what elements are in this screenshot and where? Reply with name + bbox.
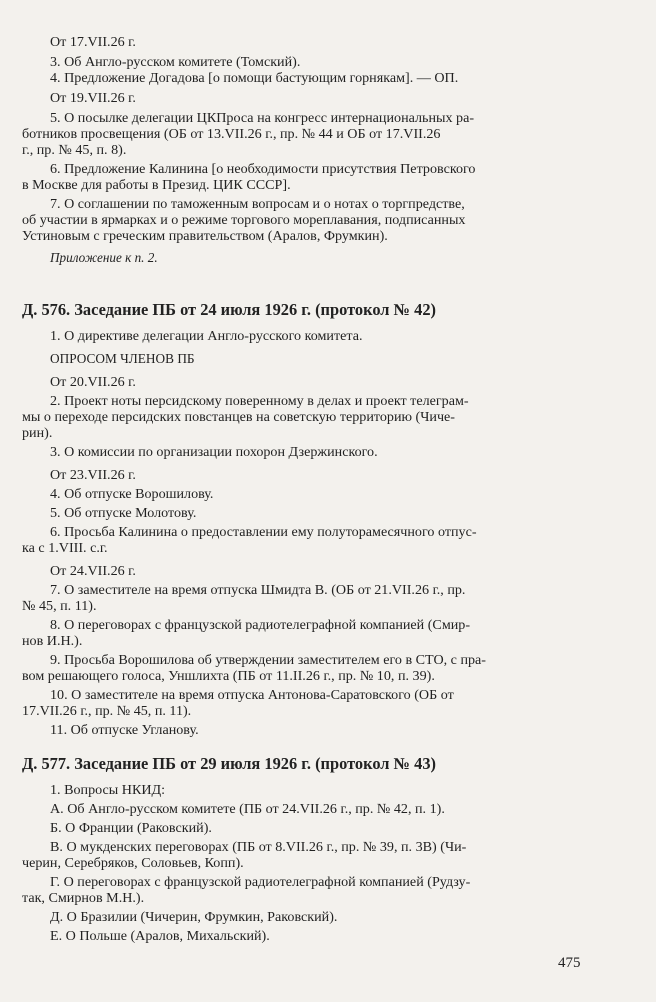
list-item: 5. О посылке делегации ЦКПроса на конгресс интернациональных ра- ботников просвещения (ОБ от 13.VII.26 г., пр. № 44 и ОБ от 17.VII.26 г., пр. № 45, п. 8).	[22, 110, 475, 158]
list-item: 7. О заместителе на время отпуска Шмидта В. (ОБ от 21.VII.26 г., пр. № 45, п. 11).	[22, 582, 466, 614]
list-item: 9. Просьба Ворошилова об утверждении заместителем его в СТО, с пра- вом решающего голоса, Уншлихта (ПБ от 11.II.26 г., пр. № 10, п. 39).	[22, 652, 486, 684]
list-item: 10. О заместителе на время отпуска Антонова-Саратовского (ОБ от 17.VII.26 г., пр. № 45, п. 11).	[22, 687, 454, 719]
list-item: 7. О соглашении по таможенным вопросам и о нотах о торгпредстве, об участии в ярмарках и о режиме торгового мореплавания, подписанных Устиновым с греческим правительством (Аралов, Фрумкин).	[22, 196, 466, 244]
list-item: 2. Проект ноты персидскому поверенному в делах и проект телеграм- мы о переходе персидских повстанцев на советскую территорию (Чиче- рин).	[22, 393, 469, 441]
date-line: От 17.VII.26 г.	[50, 34, 136, 50]
list-item: 6. Просьба Калинина о предоставлении ему полуторамесячного отпус- ка с 1.VIII. с.г.	[22, 524, 477, 556]
list-item: 3. Об Англо-русском комитете (Томский).	[50, 54, 301, 70]
list-item: 4. Об отпуске Ворошилову.	[50, 486, 214, 502]
list-item: 8. О переговорах с французской радиотелеграфной компанией (Смир- нов И.Н.).	[22, 617, 471, 649]
subheading: ОПРОСОМ ЧЛЕНОВ ПБ	[50, 351, 195, 366]
list-item: В. О мукденских переговорах (ПБ от 8.VII.26 г., пр. № 39, п. 3В) (Чи- черин, Серебряков, Соловьев, Копп).	[22, 839, 467, 871]
list-item: 1. О директиве делегации Англо-русского комитета.	[50, 328, 363, 344]
list-item: 3. О комиссии по организации похорон Дзержинского.	[50, 444, 378, 460]
top-list	[22, 34, 600, 266]
date-line: От 19.VII.26 г.	[50, 90, 136, 106]
list-item: 6. Предложение Калинина [о необходимости присутствия Петровского в Москве для работы в Презид. ЦИК СССР].	[22, 161, 476, 193]
list-item: Д. О Бразилии (Чичерин, Фрумкин, Раковский).	[50, 909, 338, 925]
section-heading: Д. 577. Заседание ПБ от 29 июля 1926 г. (протокол № 43)	[22, 754, 437, 773]
list-item: Г. О переговорах с французской радиотелеграфной компанией (Рудзу- так, Смирнов М.Н.).	[22, 874, 471, 906]
page-number: 475	[558, 955, 581, 971]
section-577	[22, 754, 600, 944]
section-576	[22, 300, 600, 738]
date-line: От 23.VII.26 г.	[50, 467, 136, 483]
date-line: От 24.VII.26 г.	[50, 563, 136, 579]
list-item: Б. О Франции (Раковский).	[50, 820, 212, 836]
list-item: 1. Вопросы НКИД:	[50, 782, 166, 798]
list-item: 5. Об отпуске Молотову.	[50, 505, 197, 521]
list-item: А. Об Англо-русском комитете (ПБ от 24.VII.26 г., пр. № 42, п. 1).	[50, 801, 445, 817]
appendix-note: Приложение к п. 2.	[50, 250, 158, 265]
date-line: От 20.VII.26 г.	[50, 374, 136, 390]
section-heading: Д. 576. Заседание ПБ от 24 июля 1926 г. (протокол № 42)	[22, 300, 437, 319]
list-item: 11. Об отпуске Угланову.	[50, 722, 199, 738]
list-item: Е. О Польше (Аралов, Михальский).	[50, 928, 270, 944]
list-item: 4. Предложение Догадова [о помощи бастующим горнякам]. — ОП.	[50, 70, 459, 86]
